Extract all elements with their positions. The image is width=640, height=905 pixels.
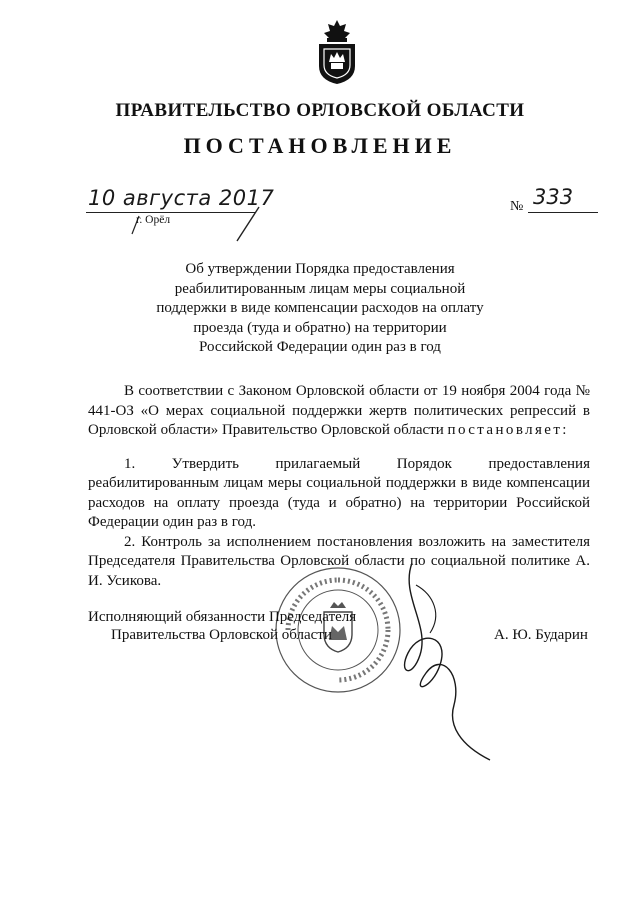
subject-line: Российской Федерации один раз в год bbox=[199, 339, 441, 355]
signer-name: А. Ю. Бударин bbox=[494, 627, 588, 643]
preamble-paragraph bbox=[88, 382, 590, 441]
subject-line: поддержки в виде компенсации расходов на оплату bbox=[156, 300, 484, 316]
document-number-label: № bbox=[510, 199, 524, 214]
handwritten-signature-icon bbox=[390, 555, 500, 765]
orel-region-coat-of-arms-icon bbox=[316, 18, 358, 86]
subject-line: Об утверждении Порядка предоставления bbox=[185, 261, 455, 277]
number-underline bbox=[528, 212, 598, 213]
decree-item-2: 2. Контроль за исполнением постановления возложить на заместителя Председателя Правительства Орловской области по социальной политике А. И. Усикова. bbox=[88, 533, 590, 589]
date-slash-stroke bbox=[231, 205, 261, 245]
decree-item-1: 1. Утвердить прилагаемый Порядок предоставления реабилитированным лицам меры социальной поддержки в виде компенсации расходов на оплату проезда (туда и обратно) на территории Российской Федерации один раз в год. bbox=[88, 455, 590, 530]
government-title: ПРАВИТЕЛЬСТВО ОРЛОВСКОЙ ОБЛАСТИ bbox=[115, 100, 525, 121]
handwritten-document-number: 333 bbox=[533, 185, 574, 209]
document-subject bbox=[150, 260, 490, 358]
decree-keyword: постановляет: bbox=[447, 422, 569, 438]
signer-position-line-1: Исполняющий обязанности Председателя bbox=[88, 609, 357, 625]
city-label: г. Орёл bbox=[136, 214, 171, 226]
subject-line: проезда (туда и обратно) на территории bbox=[193, 319, 447, 336]
subject-line: реабилитированным лицам меры социальной bbox=[174, 280, 466, 297]
signer-position-line-2: Правительства Орловской области bbox=[111, 627, 332, 643]
preamble-text: В соответствии с Законом Орловской области от 19 ноября 2004 года № 441-ОЗ «О мерах социальной поддержки жертв политических репрессий в Орловской области» Правительство Орловской области bbox=[88, 383, 590, 438]
handwritten-date: 10 августа 2017 bbox=[88, 186, 275, 210]
document-type-title: ПОСТАНОВЛЕНИЕ bbox=[183, 133, 457, 158]
